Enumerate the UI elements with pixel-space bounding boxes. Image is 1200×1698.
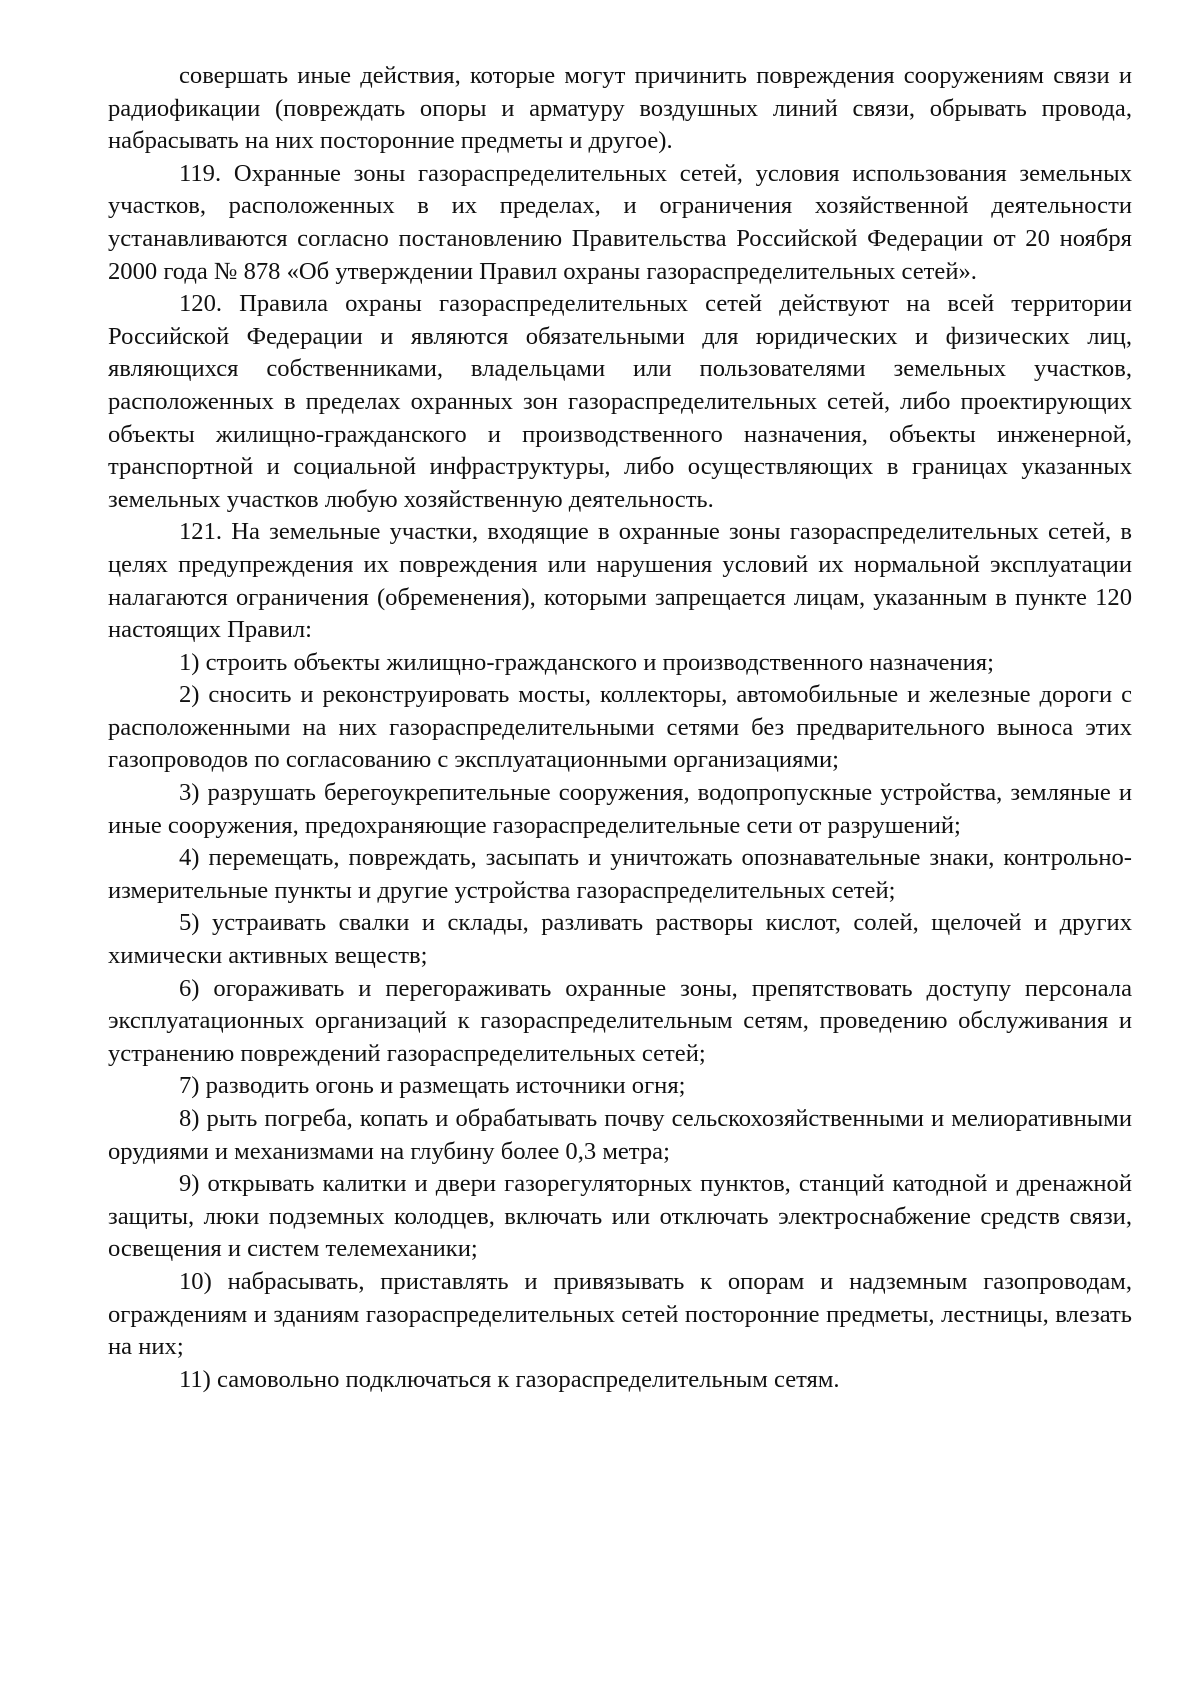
list-item-10: 10) набрасывать, приставлять и привязывать к опорам и надземным газопроводам, ограждениям и зданиям газораспределительных сетей посторонние предметы, лестницы, влезать на них; — [108, 1267, 1132, 1361]
paragraph-120: 120. Правила охраны газораспределительных сетей действуют на всей территории Российской Федерации и являются обязательными для юридических и физических лиц, являющихся собственниками, владельцами или пользователями земельных участков, расположенных в пределах охранных зон газораспределительных сетей, либо проектирующих объекты жилищно-гражданского и производственного назначения, объекты инженерной, транспортной и социальной инфраструктуры, либо осуществляющих в границах указанных земельных участков любую хозяйственную деятельность. — [108, 290, 1132, 513]
list-item-5: 5) устраивать свалки и склады, разливать растворы кислот, солей, щелочей и других химически активных веществ; — [108, 909, 1132, 970]
list-item-6: 6) огораживать и перегораживать охранные зоны, препятствовать доступу персонала эксплуатационных организаций к газораспределительным сетям, проведению обслуживания и устранению повреждений газораспределительных сетей; — [108, 974, 1132, 1067]
document-body — [108, 60, 1132, 1396]
list-item-2: 2) сносить и реконструировать мосты, коллекторы, автомобильные и железные дороги с расположенными на них газораспределительными сетями без предварительного выноса этих газопроводов по согласованию с эксплуатационными организациями; — [108, 681, 1132, 774]
list-item-9: 9) открывать калитки и двери газорегуляторных пунктов, станций катодной и дренажной защиты, люки подземных колодцев, включать или отключать электроснабжение средств связи, освещения и систем телемеханики; — [108, 1170, 1132, 1263]
paragraph-continuation: совершать иные действия, которые могут причинить повреждения сооружениям связи и радиофикации (повреждать опоры и арматуру воздушных линий связи, обрывать провода, набрасывать на них посторонние предметы и другое). — [108, 62, 1132, 155]
list-item-3: 3) разрушать берегоукрепительные сооружения, водопропускные устройства, земляные и иные сооружения, предохраняющие газораспределительные сети от разрушений; — [108, 779, 1132, 839]
list-item-1: 1) строить объекты жилищно-гражданского и производственного назначения; — [179, 648, 994, 676]
list-item-11: 11) самовольно подключаться к газораспределительным сетям. — [179, 1365, 840, 1393]
paragraph-121: 121. На земельные участки, входящие в охранные зоны газораспределительных сетей, в целях предупреждения их повреждения или нарушения условий их нормальной эксплуатации налагаются ограничения (обременения), которыми запрещается лицам, указанным в пункте 120 настоящих Правил: — [108, 518, 1132, 644]
list-item-7: 7) разводить огонь и размещать источники огня; — [179, 1072, 686, 1100]
list-item-8: 8) рыть погреба, копать и обрабатывать почву сельскохозяйственными и мелиоративными орудиями и механизмами на глубину более 0,3 метра; — [108, 1105, 1132, 1165]
list-item-4: 4) перемещать, повреждать, засыпать и уничтожать опознавательные знаки, контрольно-измерительные пункты и другие устройства газораспределительных сетей; — [108, 844, 1132, 904]
paragraph-119: 119. Охранные зоны газораспределительных сетей, условия использования земельных участков, расположенных в их пределах, и ограничения хозяйственной деятельности устанавливаются согласно постановлению Правительства Российской Федерации от 20 ноября 2000 года № 878 «Об утверждении Правил охраны газораспределительных сетей». — [108, 159, 1132, 285]
